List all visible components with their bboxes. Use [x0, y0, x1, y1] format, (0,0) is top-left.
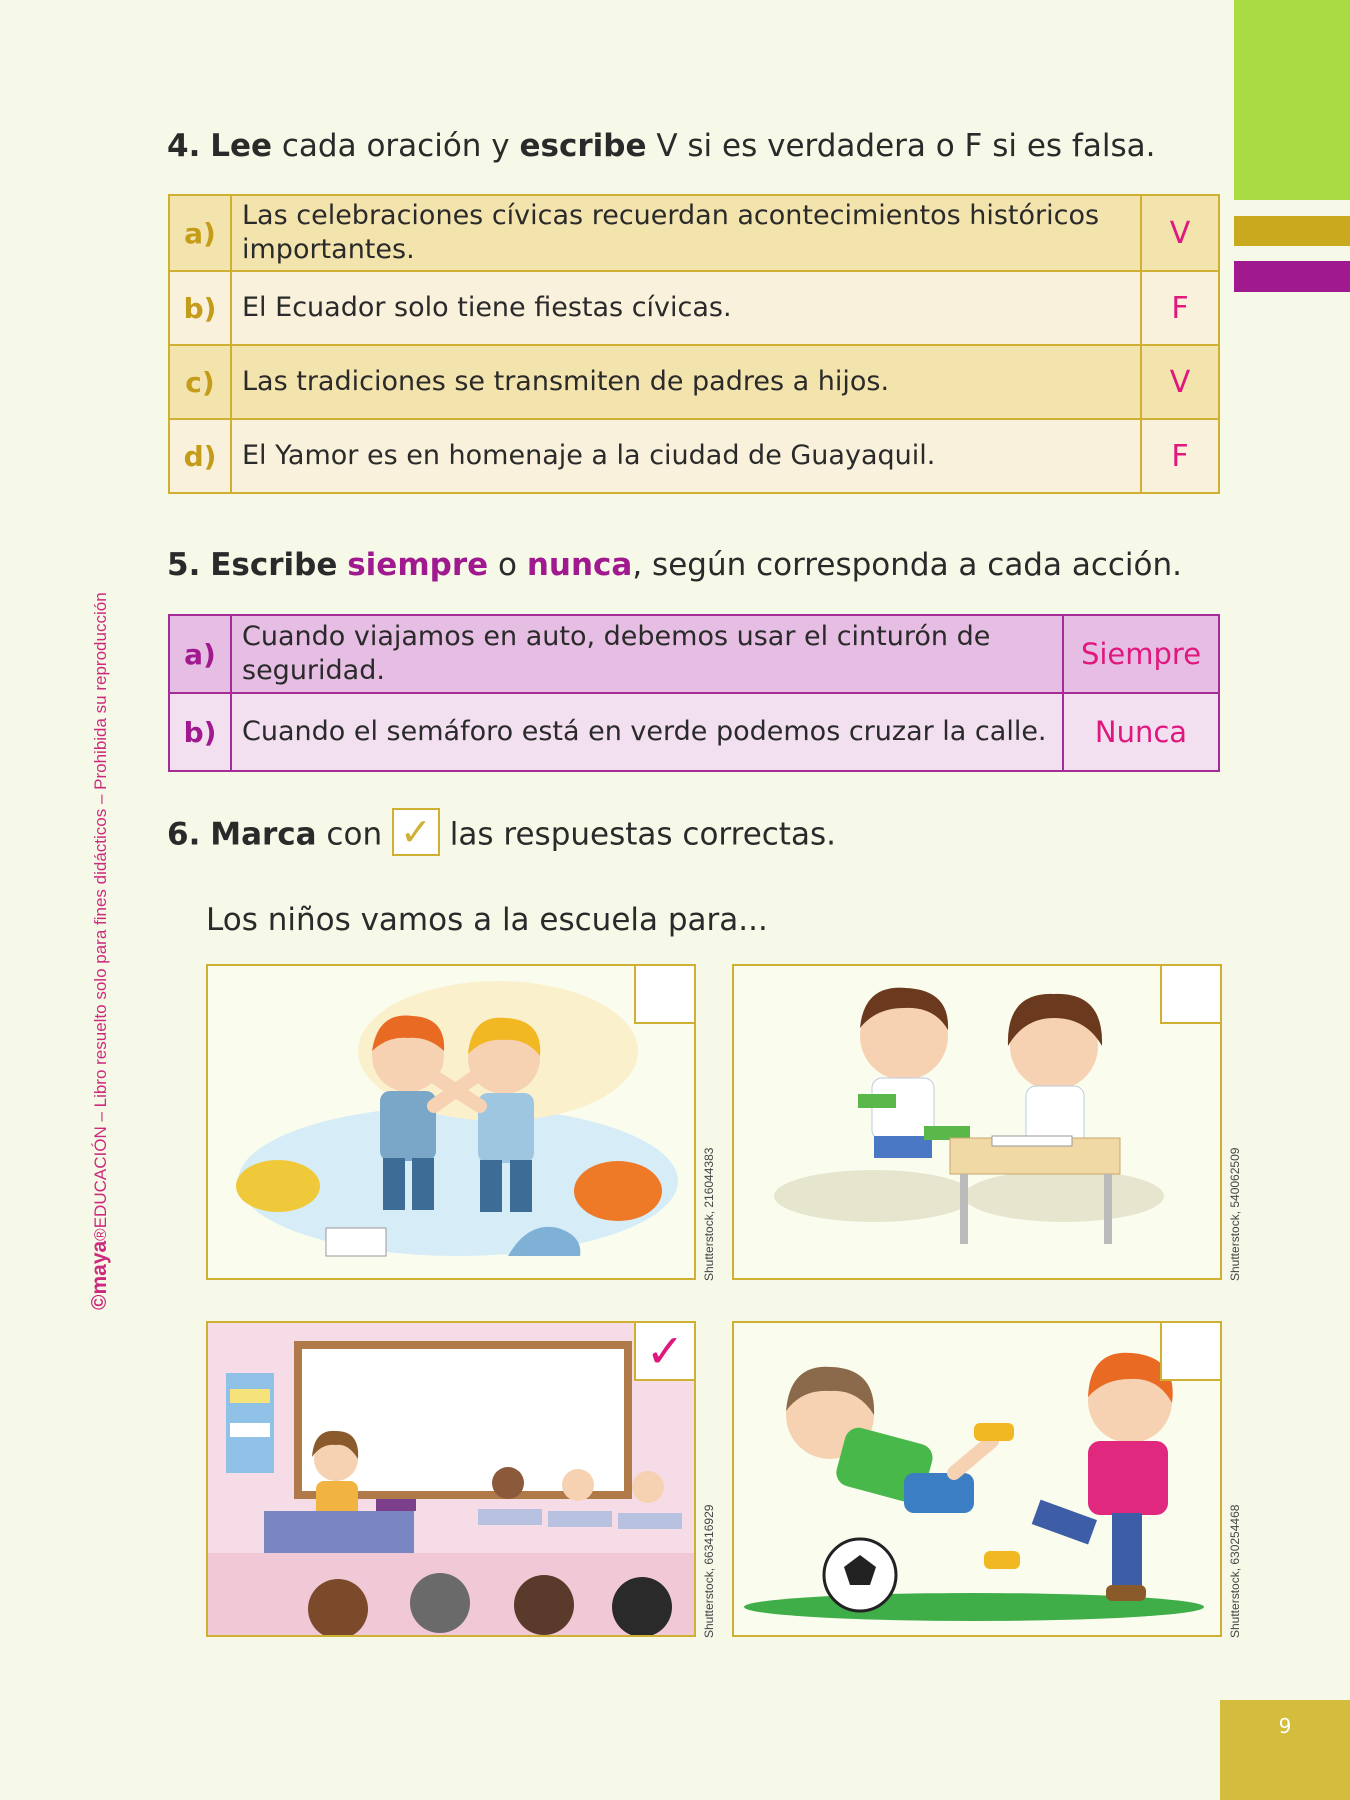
option-card-classroom[interactable] [206, 1321, 696, 1637]
row-label: d) [169, 419, 231, 493]
fighting-illustration [208, 966, 694, 1278]
word-siempre: siempre [347, 547, 489, 583]
copyright-rest: ®EDUCACIÓN – Libro resuelto solo para fines didácticos – Prohibida su reproducción [91, 592, 110, 1241]
magenta-tab [1234, 261, 1350, 292]
sharing-books-illustration [734, 966, 1220, 1278]
photo-credit: Shutterstock, 663416929 [702, 1504, 716, 1638]
table-row [169, 195, 1219, 271]
table-row [169, 271, 1219, 345]
gold-tab [1234, 216, 1350, 246]
classroom-illustration [208, 1323, 694, 1635]
page-number-box [1220, 1700, 1350, 1800]
row-statement: Las celebraciones cívicas recuerdan acontecimientos históricos importantes. [231, 195, 1141, 271]
exercise-4-rest: V si es verdadera o F si es falsa. [646, 128, 1156, 164]
exercise-6-rest: las respuestas correctas. [439, 816, 836, 853]
exercise-6-prompt: Los niños vamos a la escuela para... [206, 902, 768, 938]
exercise-4-mid: cada oración y [272, 128, 520, 164]
exercise-5-table [168, 614, 1220, 772]
row-statement: Las tradiciones se transmiten de padres a hijos. [231, 345, 1141, 419]
answer-cell[interactable]: V [1141, 195, 1219, 271]
exercise-5-rest: , según corresponda a cada acción. [632, 547, 1183, 583]
row-statement: El Ecuador solo tiene fiestas cívicas. [231, 271, 1141, 345]
option-checkbox[interactable] [1160, 966, 1220, 1024]
row-statement: El Yamor es en homenaje a la ciudad de Guayaquil. [231, 419, 1141, 493]
photo-credit: Shutterstock, 540062509 [1228, 1147, 1242, 1281]
table-row [169, 693, 1219, 771]
option-card-fighting[interactable] [206, 964, 696, 1280]
copyright-vertical-text [88, 490, 112, 1310]
photo-credit: Shutterstock, 630254468 [1228, 1504, 1242, 1638]
answer-cell[interactable]: F [1141, 271, 1219, 345]
answer-cell[interactable]: V [1141, 345, 1219, 419]
exercise-5-heading [167, 547, 1182, 583]
word-nunca: nunca [526, 547, 633, 583]
exercise-5-or: o [488, 547, 527, 583]
exercise-4-heading [167, 128, 1155, 164]
exercise-4-verb2: escribe [519, 128, 647, 164]
row-label: b) [169, 271, 231, 345]
option-checkbox-checked[interactable]: ✓ [634, 1323, 694, 1381]
answer-cell[interactable]: Nunca [1063, 693, 1219, 771]
maya-brand: ©maya [88, 1240, 111, 1310]
page-number: 9 [1278, 1714, 1292, 1738]
exercise-4-table [168, 194, 1220, 494]
answer-cell[interactable]: Siempre [1063, 615, 1219, 693]
option-card-soccer[interactable] [732, 1321, 1222, 1637]
exercise-5-verb: Escribe [210, 547, 338, 583]
row-statement: Cuando el semáforo está en verde podemos cruzar la calle. [231, 693, 1063, 771]
green-tab [1234, 0, 1350, 200]
row-statement: Cuando viajamos en auto, debemos usar el cinturón de seguridad. [231, 615, 1063, 693]
exercise-4-verb1: Lee [210, 128, 273, 164]
option-checkbox[interactable] [634, 966, 694, 1024]
option-checkbox[interactable] [1160, 1323, 1220, 1381]
exercise-4-number: 4. [167, 128, 201, 164]
row-label: b) [169, 693, 231, 771]
answer-cell[interactable]: F [1141, 419, 1219, 493]
row-label: a) [169, 195, 231, 271]
exercise-6-number: 6. [167, 816, 201, 853]
row-label: a) [169, 615, 231, 693]
exercise-6-heading [167, 812, 836, 860]
table-row [169, 615, 1219, 693]
checkbox-check-icon: ✓ [392, 808, 440, 856]
photo-credit: Shutterstock, 216044383 [702, 1147, 716, 1281]
option-card-sharing-books[interactable] [732, 964, 1222, 1280]
table-row [169, 419, 1219, 493]
row-label: c) [169, 345, 231, 419]
exercise-6-verb: Marca [210, 816, 317, 853]
exercise-6-con: con [316, 816, 392, 853]
table-row [169, 345, 1219, 419]
soccer-illustration [734, 1323, 1220, 1635]
exercise-5-number: 5. [167, 547, 201, 583]
